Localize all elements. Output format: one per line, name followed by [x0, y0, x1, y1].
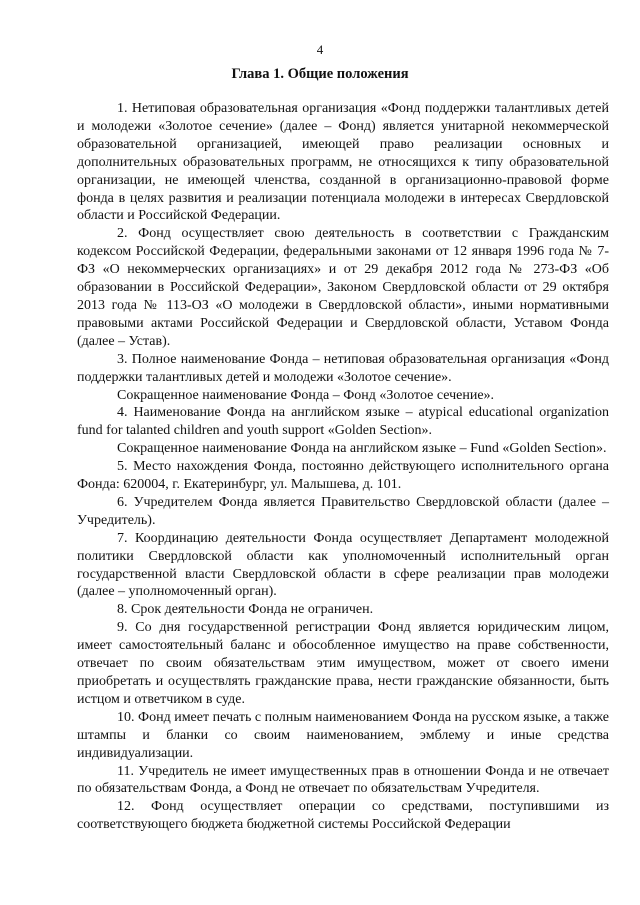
paragraph-11: 11. Учредитель не имеет имущественных прав в отношении Фонда и не отвечает по обязательствам Фонда, а Фонд не отвечает по обязательствам Учредителя. — [77, 763, 609, 797]
paragraph-3: 3. Полное наименование Фонда – нетиповая образовательная организация «Фонд поддержки талантливых детей и молодежи «Золотое сечение». — [77, 351, 609, 385]
paragraph-4-short-name: Сокращенное наименование Фонда на английском языке – Fund «Golden Section». — [117, 441, 607, 457]
paragraph-10: 10. Фонд имеет печать с полным наименованием Фонда на русском языке, а также штампы и бланки со своим наименованием, эмблему и иные средства индивидуализации. — [77, 709, 609, 761]
paragraph-8: 8. Срок деятельности Фонда не ограничен. — [117, 602, 374, 618]
body-text — [77, 100, 609, 834]
page-number: 4 — [316, 42, 324, 57]
paragraph-7: 7. Координацию деятельности Фонда осуществляет Департамент молодежной политики Свердловской области как уполномоченный исполнительный орган государственной власти Свердловской области в сфере реализации прав молодежи (далее – уполномоченный орган). — [77, 530, 609, 600]
paragraph-2: 2. Фонд осуществляет свою деятельность в соответствии с Гражданским кодексом Российской Федерации, федеральными законами от 12 января 1996 года № 7-ФЗ «О некоммерческих организациях» и от 29 декабря 2012 года № 273-ФЗ «Об образовании в Российской Федерации», Законом Свердловской области от 29 октября 2013 года № 113-ОЗ «О молодежи в Свердловской области», иными нормативными правовыми актами Российской Федерации и Свердловской области, Уставом Фонда (далее – Устав). — [77, 226, 609, 349]
paragraph-5: 5. Место нахождения Фонда, постоянно действующего исполнительного органа Фонда: 620004, г. Екатеринбург, ул. Малышева, д. 101. — [77, 459, 609, 493]
paragraph-1: 1. Нетиповая образовательная организация «Фонд поддержки талантливых детей и молодежи «Золотое сечение» (далее – Фонд) является унитарной некоммерческой образовательной организацией, имеющей право реализации основных и дополнительных образовательных программ, не относящихся к типу образовательной организации, не имеющей членства, созданной в организационно-правовой форме фонда в целях развития и реализации потенциала молодежи в интересах Свердловской области и Российской Федерации. — [77, 101, 609, 224]
chapter-title: Глава 1. Общие положения — [231, 66, 409, 82]
paragraph-12: 12. Фонд осуществляет операции со средствами, поступившими из соответствующего бюджета бюджетной системы Российской Федерации — [77, 799, 609, 833]
paragraph-4: 4. Наименование Фонда на английском языке – atypical educational organization fund for talanted children and youth support «Golden Section». — [77, 405, 609, 439]
paragraph-6: 6. Учредителем Фонда является Правительство Свердловской области (далее – Учредитель). — [77, 494, 609, 528]
paragraph-3-short-name: Сокращенное наименование Фонда – Фонд «Золотое сечение». — [117, 387, 495, 403]
paragraph-9: 9. Со дня государственной регистрации Фонд является юридическим лицом, имеет самостоятельный баланс и обособленное имущество на праве собственности, отвечает по своим обязательствам этим имуществом, может от своего имени приобретать и осуществлять гражданские права, нести гражданские обязанности, быть истцом и ответчиком в суде. — [77, 620, 609, 707]
